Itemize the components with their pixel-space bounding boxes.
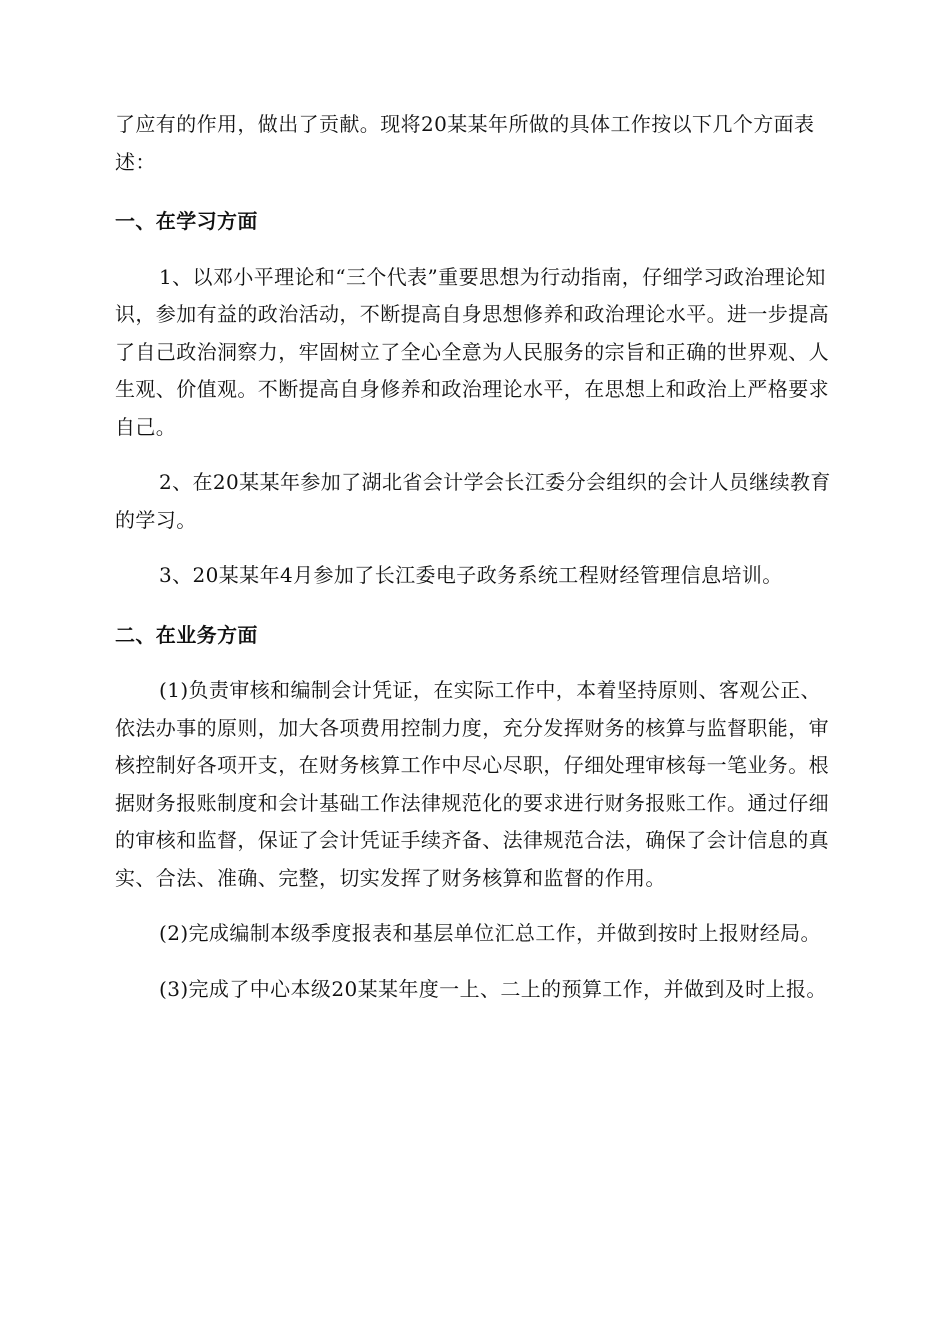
study-paragraph-1: 1、以邓小平理论和“三个代表”重要思想为行动指南，仔细学习政治理论知识，参加有益的政治活动，不断提高自身思想修养和政治理论水平。进一步提高了自己政治洞察力，牢固树立了全心全意为人民服务的宗旨和正确的世界观、人生观、价值观。不断提高自身修养和政治理论水平，在思想上和政治上严格要求自己。 bbox=[115, 264, 829, 439]
business-paragraph-2: (2)完成编制本级季度报表和基层单位汇总工作，并做到按时上报财经局。 bbox=[159, 921, 821, 945]
business-paragraph-1: (1)负责审核和编制会计凭证，在实际工作中，本着坚持原则、客观公正、依法办事的原则，加大各项费用控制力度，充分发挥财务的核算与监督职能，审核控制好各项开支，在财务核算工作中尽心尽职，仔细处理审核每一笔业务。根据财务报账制度和会计基础工作法律规范化的要求进行财务报账工作。通过仔细的审核和监督，保证了会计凭证手续齐备、法律规范合法，确保了会计信息的真实、合法、准确、完整，切实发挥了财务核算和监督的作用。 bbox=[115, 678, 829, 890]
study-paragraph-3: 3、20某某年4月参加了长江委电子政务系统工程财经管理信息培训。 bbox=[159, 563, 783, 587]
business-paragraph-3: (3)完成了中心本级20某某年度一上、二上的预算工作，并做到及时上报。 bbox=[159, 976, 827, 1001]
document-body bbox=[115, 106, 835, 1008]
study-paragraph-2: 2、在20某某年参加了湖北省会计学会长江委分会组织的会计人员继续教育的学习。 bbox=[115, 470, 831, 532]
section-heading-study: 一、在学习方面 bbox=[115, 209, 258, 233]
section-heading-business: 二、在业务方面 bbox=[115, 622, 258, 647]
intro-paragraph: 了应有的作用，做出了贡献。现将20某某年所做的具体工作按以下几个方面表述： bbox=[115, 112, 815, 174]
